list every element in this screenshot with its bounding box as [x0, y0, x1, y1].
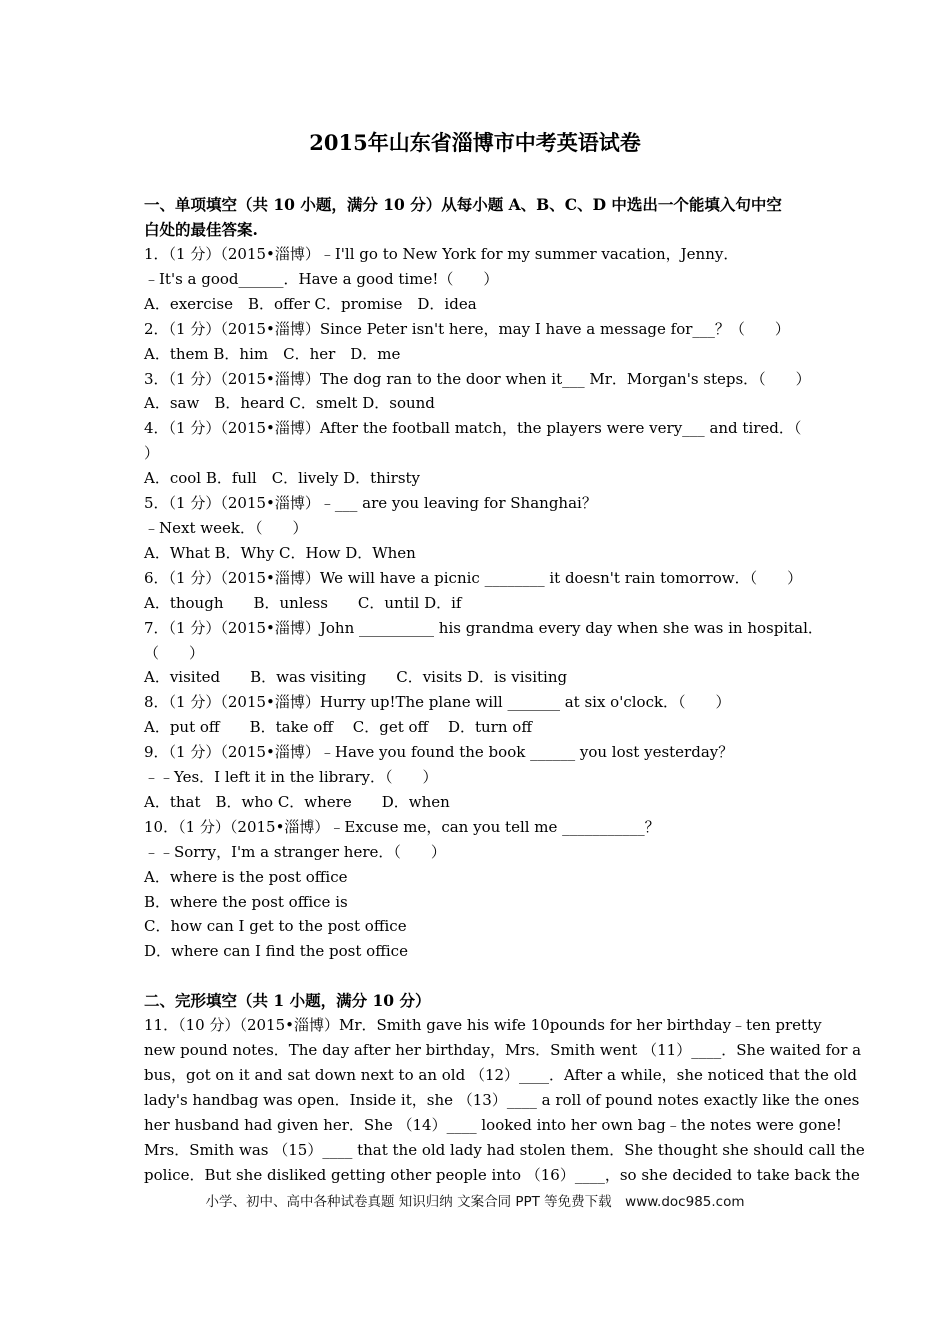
passage-line: police．But she disliked getting other people into （16）____，so she decided to take back the: [144, 1165, 860, 1184]
text-line: A．them B．him C．her D．me: [144, 344, 401, 363]
text-line: 7．（1 分）（2015•淄博）John __________ his grandma every day when she was in hospital．: [144, 618, 823, 637]
text-line: A．cool B．full C．lively D．thirsty: [144, 469, 421, 488]
text-line: 10．（1 分）（2015•淄博）﹣Excuse me，can you tell me ___________？: [144, 817, 660, 836]
text-line: 2．（1 分）（2015•淄博）Since Peter isn't here，may I have a message for___？（ ）: [144, 319, 790, 338]
section-1-heading: 一、单项填空（共 10 小题，满分 10 分）从每小题 A、B、C、D 中选出一个能填入句中空: [144, 195, 782, 214]
footer-watermark-text: 小学、初中、高中各种试卷真题 知识归纳 文案合同 PPT 等免费下载 www.doc985.com: [205, 1194, 745, 1210]
text-line: ﹣Next week．（ ）: [144, 518, 308, 537]
text-line: A．saw B．heard C．smelt D．sound: [144, 394, 435, 413]
text-line: 6．（1 分）（2015•淄博）We will have a picnic ________ it doesn't rain tomorrow．（ ）: [144, 568, 803, 587]
text-line: ﹣It's a good______．Have a good time!（ ）: [144, 269, 499, 288]
section-1-heading-cont: 白处的最佳答案.: [144, 220, 258, 239]
passage-line: bus，got on it and sat down next to an old （12）____．After a while，she noticed that the old: [144, 1066, 858, 1085]
text-line: 3．（1 分）（2015•淄博）The dog ran to the door when it___ Mr．Morgan's steps．（ ）: [144, 369, 811, 388]
section-1-questions: [144, 242, 823, 964]
text-line: 8．（1 分）（2015•淄博）Hurry up!The plane will _______ at six o'clock．（ ）: [144, 693, 731, 712]
text-line: 4．（1 分）（2015•淄博）After the football match，the players were very___ and tired．（: [144, 419, 802, 438]
page-title: 2015年山东省淄博市中考英语试卷: [309, 130, 641, 155]
text-line: A．exercise B．offer C．promise D．idea: [144, 294, 477, 313]
text-line: A．What B．Why C．How D．When: [144, 543, 416, 562]
text-line: 9．（1 分）（2015•淄博）﹣Have you found the book ______ you lost yesterday？: [144, 743, 734, 762]
text-line: B．where the post office is: [144, 892, 348, 911]
section-2-passage: [144, 1013, 865, 1187]
section-gap: [144, 964, 804, 988]
text-line: A．visited B．was visiting C．visits D．is visiting: [144, 668, 568, 687]
exam-content: [144, 192, 865, 1188]
text-line: 5．（1 分）（2015•淄博）﹣___ are you leaving for Shanghai？: [144, 494, 597, 513]
text-line: A．where is the post office: [144, 867, 348, 886]
text-line: ﹣﹣Yes．I left it in the library．（ ）: [144, 768, 438, 787]
text-line: C．how can I get to the post office: [144, 917, 407, 936]
text-line: D．where can I find the post office: [144, 942, 408, 961]
text-line: A．though B．unless C．until D．if: [144, 593, 462, 612]
section-2-heading: 二、完形填空（共 1 小题，满分 10 分）: [144, 991, 431, 1011]
text-line: A．put off B．take off C．get off D．turn off: [144, 718, 532, 737]
passage-line: her husband had given her．She （14）____ looked into her own bag﹣the notes were gone!: [144, 1115, 842, 1134]
text-line: ﹣﹣Sorry，I'm a stranger here．（ ）: [144, 842, 446, 861]
text-line: （ ）: [144, 643, 205, 662]
passage-line: lady's handbag was open．Inside it，she （13）____ a roll of pound notes exactly like the ones: [144, 1091, 860, 1109]
passage-line: 11．（10 分）（2015•淄博）Mr．Smith gave his wife 10pounds for her birthday﹣ten pretty: [144, 1016, 822, 1035]
passage-line: new pound notes．The day after her birthday，Mrs．Smith went （11）____．She waited for a: [144, 1041, 862, 1060]
text-line: ）: [144, 444, 160, 463]
text-line: A．that B．who C．where D．when: [144, 792, 450, 811]
passage-line: Mrs．Smith was （15）____ that the old lady had stolen them．She thought she should call the: [144, 1140, 865, 1159]
text-line: 1．（1 分）（2015•淄博）﹣I'll go to New York for my summer vacation，Jenny．: [144, 245, 739, 263]
